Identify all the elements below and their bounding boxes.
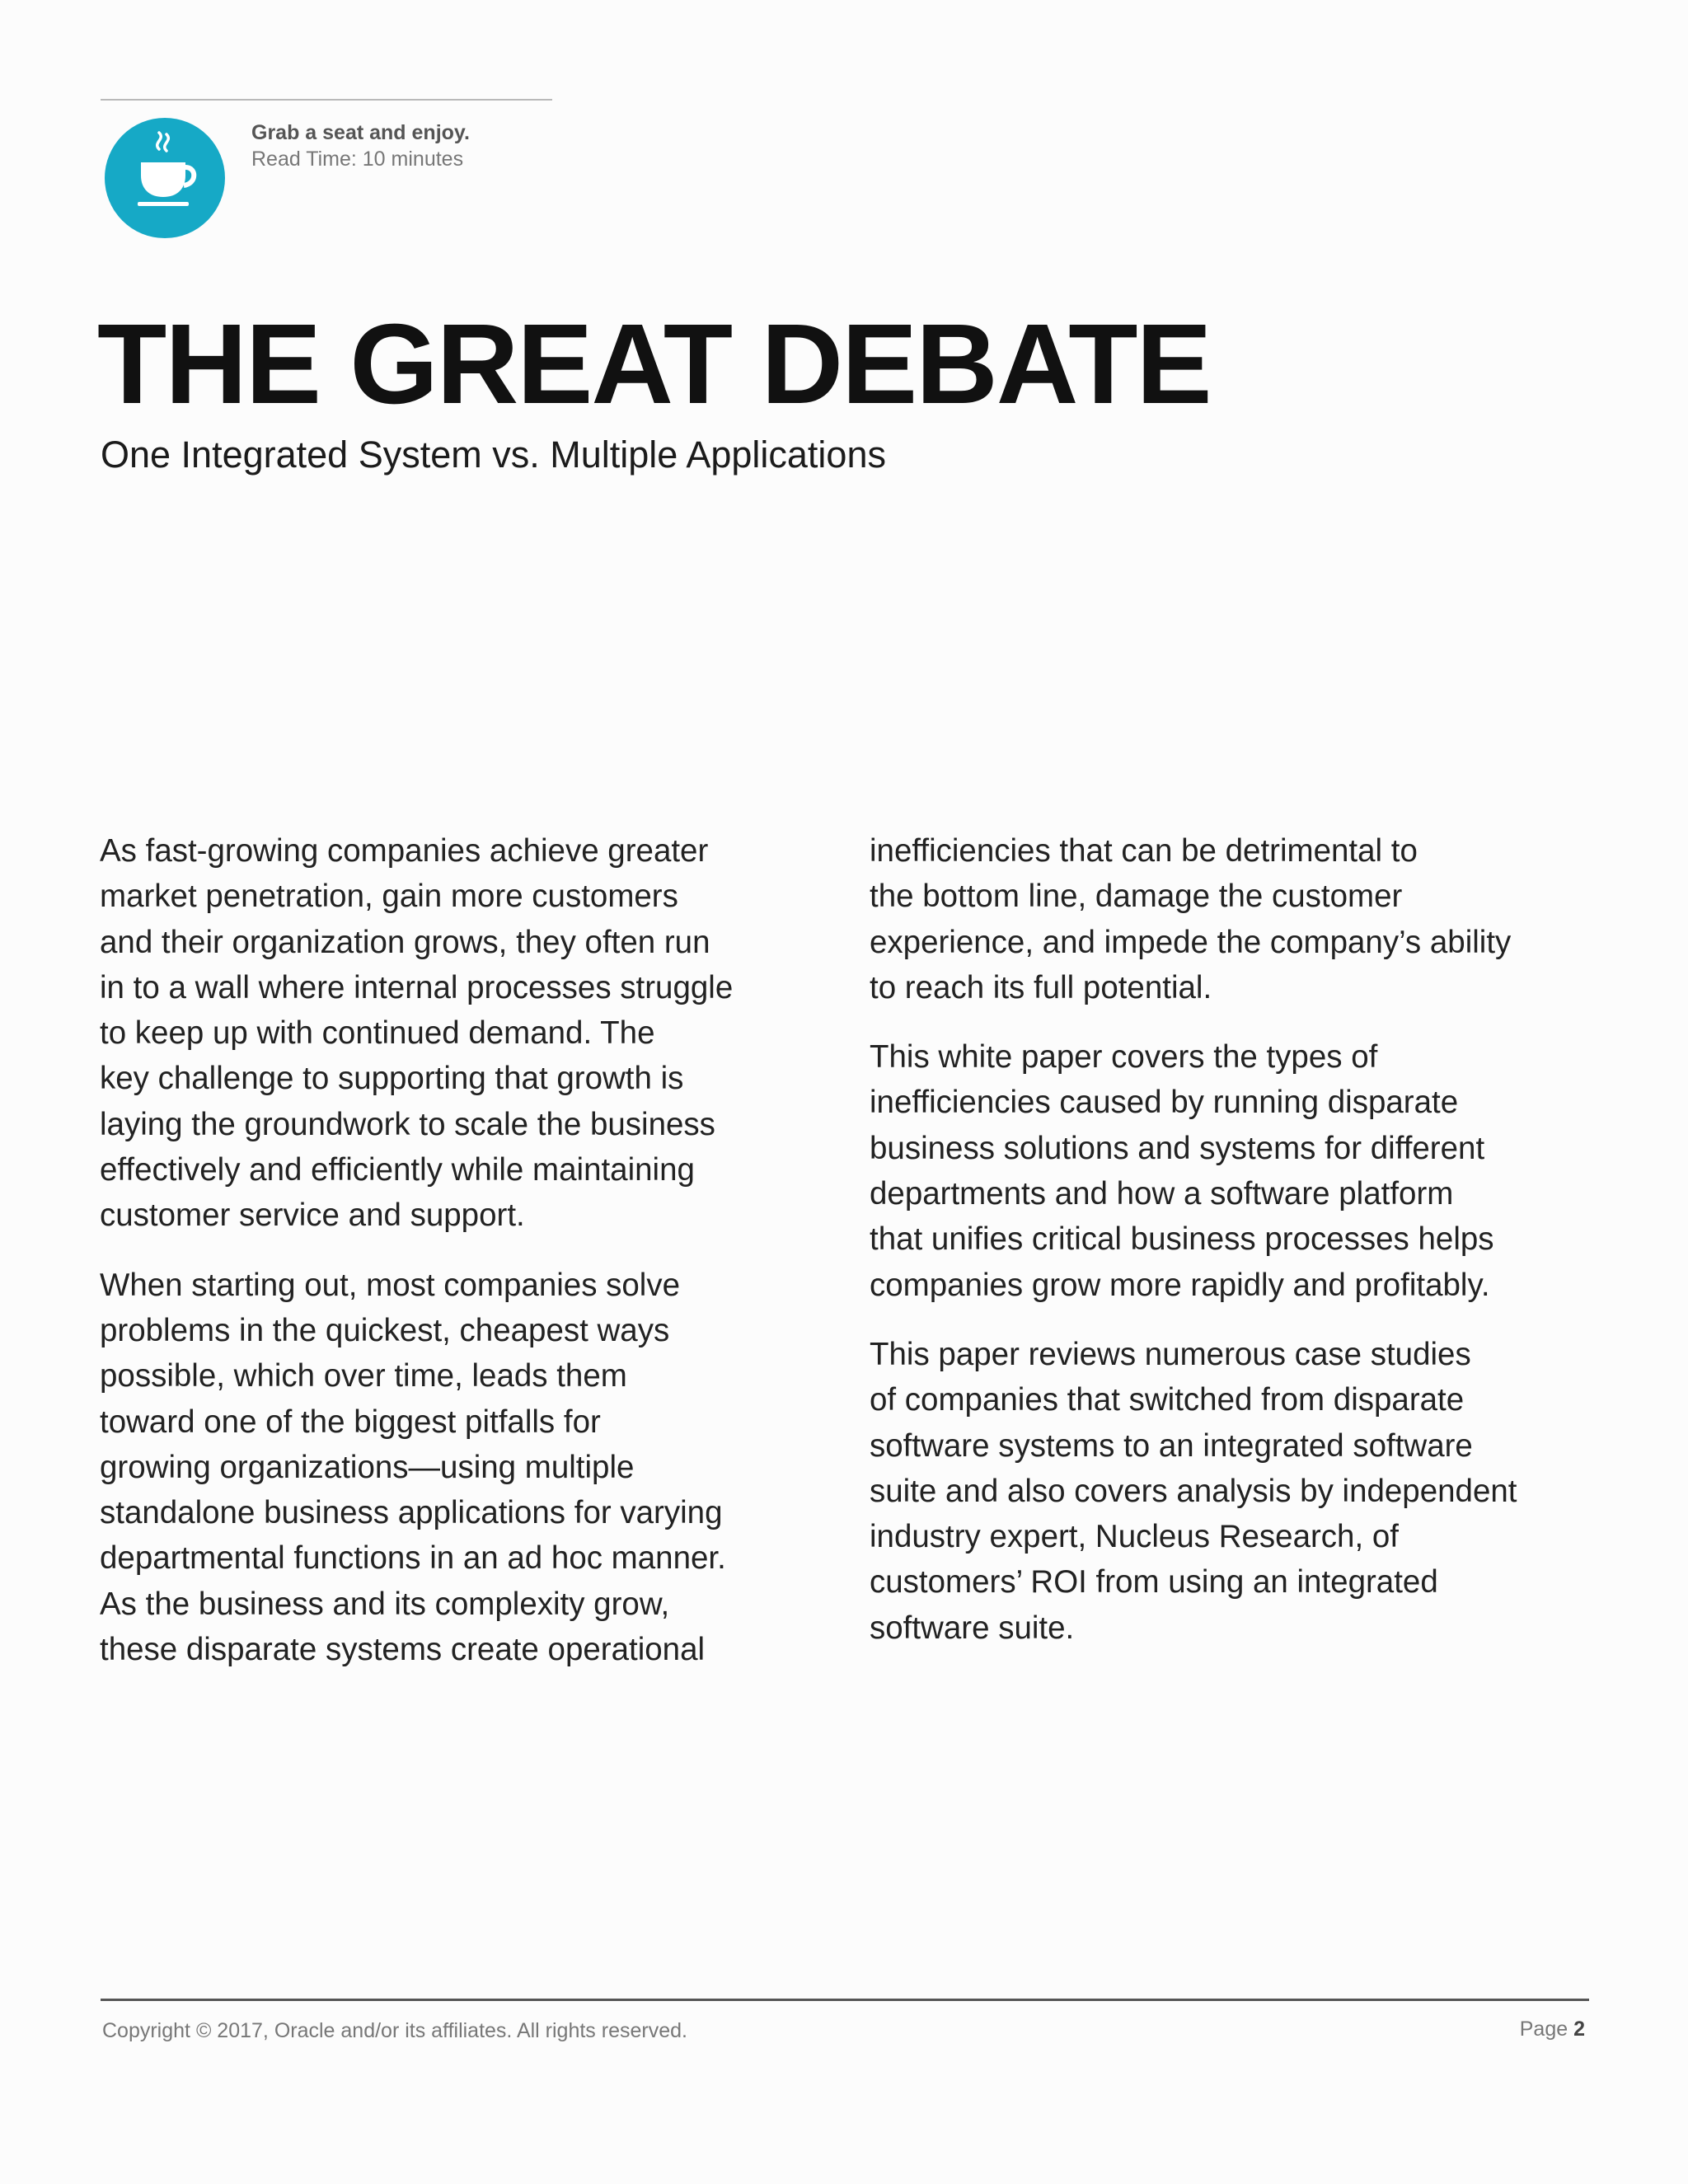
paragraph <box>870 828 1611 1010</box>
text-line: departments and how a software platform <box>870 1176 1454 1212</box>
text-line: problems in the quickest, cheapest ways <box>100 1312 670 1348</box>
text-line: laying the groundwork to scale the business <box>100 1106 715 1142</box>
text-line: key challenge to supporting that growth is <box>100 1061 684 1097</box>
page-number-value: 2 <box>1573 2018 1585 2041</box>
text-line: suite and also covers analysis by independent <box>870 1473 1517 1509</box>
text-line: growing organizations—using multiple <box>100 1449 635 1485</box>
text-line: software systems to an integrated software <box>870 1427 1473 1464</box>
text-line: departmental functions in an ad hoc manner. <box>100 1540 726 1577</box>
paragraph <box>100 828 800 1239</box>
tagline: Grab a seat and enjoy. <box>251 121 470 144</box>
text-line: software suite. <box>870 1610 1075 1646</box>
page-title: THE GREAT DEBATE <box>97 301 1211 428</box>
text-line: customers’ ROI from using an integrated <box>870 1564 1438 1601</box>
text-line: to keep up with continued demand. The <box>100 1015 655 1052</box>
left-column <box>100 828 800 1696</box>
copyright-notice: Copyright © 2017, Oracle and/or its affiliates. All rights reserved. <box>102 2019 687 2042</box>
text-line: the bottom line, damage the customer <box>870 879 1403 915</box>
read-time-block <box>251 120 470 172</box>
text-line: in to a wall where internal processes struggle <box>100 969 734 1005</box>
text-line: industry expert, Nucleus Research, of <box>870 1519 1399 1555</box>
text-line: that unifies critical business processes helps <box>870 1221 1494 1258</box>
text-line: and their organization grows, they often run <box>100 924 710 960</box>
read-time: Read Time: 10 minutes <box>251 148 464 171</box>
page-subtitle: One Integrated System vs. Multiple Applications <box>101 434 886 476</box>
text-line: inefficiencies caused by running disparate <box>870 1085 1459 1121</box>
text-line: As fast-growing companies achieve greater <box>100 833 709 869</box>
page-number <box>1520 2018 1585 2041</box>
text-line: possible, which over time, leads them <box>100 1358 627 1394</box>
text-line: This paper reviews numerous case studies <box>870 1336 1471 1372</box>
text-line: toward one of the biggest pitfalls for <box>100 1404 601 1440</box>
text-line: As the business and its complexity grow, <box>100 1586 670 1622</box>
coffee-cup-icon <box>105 118 225 238</box>
text-line: to reach its full potential. <box>870 969 1212 1005</box>
right-column <box>870 828 1611 1675</box>
text-line: companies grow more rapidly and profitably. <box>870 1267 1490 1303</box>
header-divider <box>101 99 552 101</box>
paragraph <box>870 1332 1611 1651</box>
footer-divider <box>101 1999 1589 2001</box>
text-line: of companies that switched from disparate <box>870 1382 1465 1418</box>
paragraph <box>100 1263 800 1673</box>
text-line: experience, and impede the company’s ability <box>870 924 1512 960</box>
paragraph <box>870 1034 1611 1308</box>
text-line: market penetration, gain more customers <box>100 879 678 915</box>
text-line: effectively and efficiently while maintaining <box>100 1152 695 1188</box>
page-label: Page <box>1519 2018 1568 2041</box>
text-line: business solutions and systems for different <box>870 1130 1485 1166</box>
text-line: customer service and support. <box>100 1197 525 1234</box>
text-line: When starting out, most companies solve <box>100 1267 681 1303</box>
read-time-badge <box>105 118 225 238</box>
text-line: standalone business applications for varying <box>100 1495 723 1531</box>
text-line: these disparate systems create operational <box>100 1632 706 1668</box>
text-line: inefficiencies that can be detrimental to <box>870 833 1418 869</box>
text-line: This white paper covers the types of <box>870 1039 1378 1076</box>
